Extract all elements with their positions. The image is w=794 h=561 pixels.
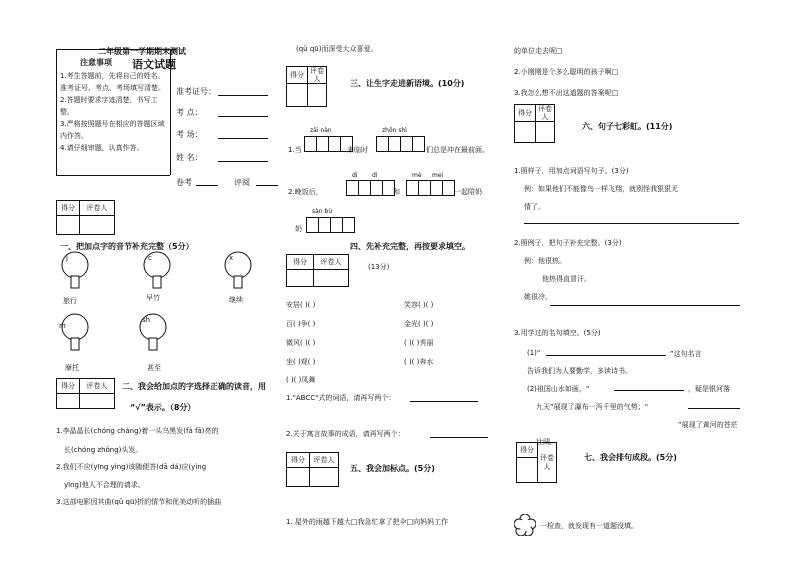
q4-item: 安居( )( ) <box>286 301 316 309</box>
q4-item: ( )( )奔水 <box>404 358 434 366</box>
q4-item: 百( )争( ) <box>286 320 316 328</box>
score-cell[interactable] <box>287 468 310 487</box>
grader-label: 评卷人 <box>536 105 555 122</box>
tree-icon <box>60 250 90 290</box>
q7-title: 七、我会排句成段。(5分) <box>584 453 677 462</box>
tree-5 <box>138 312 168 354</box>
q5-title: 五、我会加标点。(5分) <box>350 464 435 473</box>
info-field-label: 考 点： <box>176 108 203 117</box>
q2-item: 3.这部电影因其曲(qǔ qū)折的情节和优美动听的插曲 <box>56 498 222 506</box>
tree-2 <box>142 250 172 292</box>
q6-example: 情了。 <box>524 203 545 211</box>
q4-sub: 2.关于寓言故事的成语，请再写两个： <box>286 430 405 438</box>
q5-item: 2.小刚刚是个多么聪明的孩子啊□ <box>514 68 619 76</box>
notice-item: 2.答题时要求字迹清楚，书写工整。 <box>60 96 158 116</box>
notice-box-bottom <box>56 175 170 176</box>
grader-label: 评卷人 <box>80 201 115 216</box>
q5-item: 3.我怎么想不出这道题的答案呢□ <box>514 89 619 97</box>
score-cell[interactable] <box>287 270 314 287</box>
q6-line: ，疑是银河落 <box>688 385 730 393</box>
tree-word: 摩托 <box>65 364 79 372</box>
footer-label-a: 卷考 <box>176 178 192 187</box>
q3-pinyin: dì <box>372 172 378 179</box>
notice-item: 4.请仔细审题，认真作答。 <box>60 144 144 152</box>
info-field-label: 姓 名： <box>176 153 203 162</box>
notice-item: 3.严格按照题号在相应的答题区域内作答。 <box>60 120 165 140</box>
notice-box-left <box>56 50 57 175</box>
grader-cell[interactable] <box>310 468 339 487</box>
info-field-input[interactable] <box>218 138 268 139</box>
q4-points: (13分) <box>368 263 390 271</box>
notice-box-right <box>170 50 171 175</box>
q3-line: 和 <box>393 188 400 196</box>
q3-line: 奶 <box>295 225 302 233</box>
grader-label: 评卷人 <box>310 453 339 468</box>
q6-line: ”展现了黄河的苍茫 <box>678 421 738 429</box>
score-label: 得分 <box>517 443 538 458</box>
score-table-q1 <box>56 200 115 235</box>
score-table-q7 <box>516 442 557 483</box>
score-label: 得分 <box>57 379 80 394</box>
score-cell[interactable] <box>515 122 536 143</box>
pinyin-prefix: m <box>59 322 66 330</box>
q6-sub: 2.照例子，把句子补充完整。(3分) <box>514 239 622 247</box>
q2-item: 长(chóng zhǒng)头发。 <box>64 446 143 454</box>
q4-item: ( )( )凤舞 <box>286 376 316 384</box>
answer-line[interactable] <box>546 355 666 356</box>
writing-grid[interactable] <box>376 136 424 152</box>
writing-grid[interactable] <box>306 217 354 233</box>
q2-title-cont: “√”表示。（8分） <box>130 403 196 412</box>
tree-icon <box>60 312 90 352</box>
notice-list <box>60 70 168 154</box>
q3-pinyin: dì <box>352 172 358 179</box>
notice-item: 1.考生答题前，先将自己的姓名、准考证号、考点、考场填写清楚。 <box>60 72 165 92</box>
footer-line-a <box>196 185 218 186</box>
q6-sub: 3.用学过的名句填空。(5分) <box>514 329 601 337</box>
grader-cell[interactable] <box>314 270 349 287</box>
q3-pinyin: mei <box>432 172 444 179</box>
score-label: 得分 <box>287 453 310 468</box>
score-table-q4 <box>286 254 349 287</box>
q6-title: 六、句子七彩虹。(11分) <box>582 122 673 131</box>
footer-label-b: 评阅 <box>234 178 250 187</box>
q4-item: 金光( )( ) <box>404 320 434 328</box>
info-field-label: 准考证号： <box>176 87 216 96</box>
writing-grid[interactable] <box>304 136 352 152</box>
score-cell[interactable] <box>57 216 80 235</box>
tree-1 <box>60 250 90 292</box>
q3-pinyin: zāi nàn <box>310 127 332 134</box>
q3-line: 来临时 <box>347 146 368 154</box>
q4-item: 坐( )观( ) <box>286 358 316 366</box>
q3-line: 1.当 <box>288 146 302 154</box>
q2-continuation: (qǔ qū)而深受大众喜爱。 <box>296 45 378 53</box>
q2-item: 1.李晶晶长(chóng cháng)着一头乌黑发(fà fā)亮的 <box>56 427 219 435</box>
pinyin-prefix: x <box>229 254 234 262</box>
q6-line: 九天”展现了瀑布一泻千里的气势；“ <box>536 403 649 411</box>
q4-item: 微风( )( ) <box>286 339 316 347</box>
flower-icon <box>514 514 536 538</box>
flower-shape <box>514 514 536 536</box>
info-field-input[interactable] <box>218 95 268 96</box>
grader-cell[interactable] <box>80 216 115 235</box>
info-field-input[interactable] <box>218 161 268 162</box>
q4-sub: 1."ABCC"式的词语，请再写两个： <box>286 394 396 402</box>
tree-word: 旅行 <box>63 297 77 305</box>
answer-line[interactable] <box>430 437 488 438</box>
writing-grid[interactable] <box>406 180 454 196</box>
q4-item: 笑容( )( ) <box>404 301 434 309</box>
score-label: 得分 <box>515 105 536 122</box>
grader-cell[interactable] <box>80 394 115 409</box>
q2-item: yīng)他人不合理的请求。 <box>64 481 145 489</box>
footer-line-b <box>256 185 278 186</box>
score-label: 得分 <box>57 201 80 216</box>
q3-line: 们总是冲在最前面。 <box>426 146 489 154</box>
answer-line[interactable] <box>410 401 478 402</box>
tree-4 <box>60 312 90 354</box>
notice-title: 注意事项 <box>80 58 112 67</box>
q2-title: 二、我会给加点的字选择正确的读音，用 <box>122 382 266 391</box>
q6-line: (2)祖国山水如画，“ <box>527 385 590 393</box>
score-table-q6 <box>514 104 555 143</box>
exam-title: 二年级第一学期期末测试 <box>98 47 186 56</box>
score-cell[interactable] <box>287 84 308 107</box>
q3-pinyin: zhōn shì <box>382 127 407 134</box>
answer-line[interactable] <box>688 408 740 409</box>
q3-pinyin: sàn bù <box>312 208 333 215</box>
q4-item: ( )( )秀丽 <box>404 339 434 347</box>
score-table-q3 <box>286 66 327 107</box>
answer-line[interactable] <box>614 390 684 391</box>
grader-cell[interactable] <box>308 84 327 107</box>
q6-line: 壮阔。 <box>536 438 557 446</box>
pinyin-prefix: j <box>66 254 68 262</box>
q6-line: (1)“ <box>527 349 541 357</box>
tree-word: 早竹 <box>146 294 160 302</box>
tree-3 <box>223 250 253 292</box>
q3-line: 一起陪奶 <box>454 188 482 196</box>
q5-item: 1. 屋外的雨越下越大□我急忙拿了把伞□向妈妈工作 <box>286 518 449 526</box>
score-table-q5 <box>286 452 339 487</box>
subject-title: 语文试题 <box>132 58 176 71</box>
q6-line: ”这句名言 <box>670 350 702 358</box>
score-cell[interactable] <box>517 458 538 483</box>
q6-line: 告诉我们为人要勤学，多读诗书。 <box>527 367 632 375</box>
q6-question: 姚很冷。 <box>524 293 552 301</box>
q4-title: 四、先补充完整，再按要求填空。 <box>350 242 470 251</box>
tree-word: 继续 <box>229 296 243 304</box>
pinyin-prefix: sh <box>142 316 151 324</box>
grader-label: 评卷人 <box>314 255 349 270</box>
tree-icon <box>223 250 253 290</box>
q2-item: 2.我们不应(yīng yìng)该随便答(dā dá)应(yìng <box>56 463 207 471</box>
writing-grid[interactable] <box>346 180 394 196</box>
q6-example: 例：他很热。 <box>524 257 566 265</box>
info-field-label: 考 场： <box>176 130 203 139</box>
grader-label: 评卷人 <box>308 67 327 84</box>
tree-icon <box>142 250 172 290</box>
q3-title: 三、让生字走进新语境。(10分) <box>350 79 465 88</box>
tree-word: 甚至 <box>147 364 161 372</box>
q5-continuation: 的单位走去呢□ <box>514 47 563 55</box>
q6-example: 他热得直冒汗。 <box>542 275 591 283</box>
score-table-q2 <box>56 378 115 409</box>
grader-label: 评卷人 <box>80 379 115 394</box>
grader-cell[interactable] <box>536 122 555 143</box>
score-label: 得分 <box>287 67 308 84</box>
score-cell[interactable] <box>57 394 80 409</box>
q3-line: 2.晚饭后， <box>288 188 323 196</box>
q6-sub: 1.照样子，用加点词语写句子。(3分) <box>514 167 629 175</box>
answer-line[interactable] <box>550 305 740 306</box>
q1-title: 一、把加点字的音节补充完整（5分） <box>60 242 194 251</box>
q6-example: 例：如果他们不能像鸟一样飞翔，就别怪我狠狠无 <box>524 185 678 193</box>
pinyin-prefix: c <box>148 254 152 262</box>
answer-line[interactable] <box>524 223 739 224</box>
info-field-input[interactable] <box>218 116 268 117</box>
q3-pinyin: mè <box>412 172 422 179</box>
q7-item: 一检查，就发现有一道题没填。 <box>540 522 638 530</box>
score-label: 得分 <box>287 255 314 270</box>
grader-label: 评卷人 <box>538 443 557 483</box>
